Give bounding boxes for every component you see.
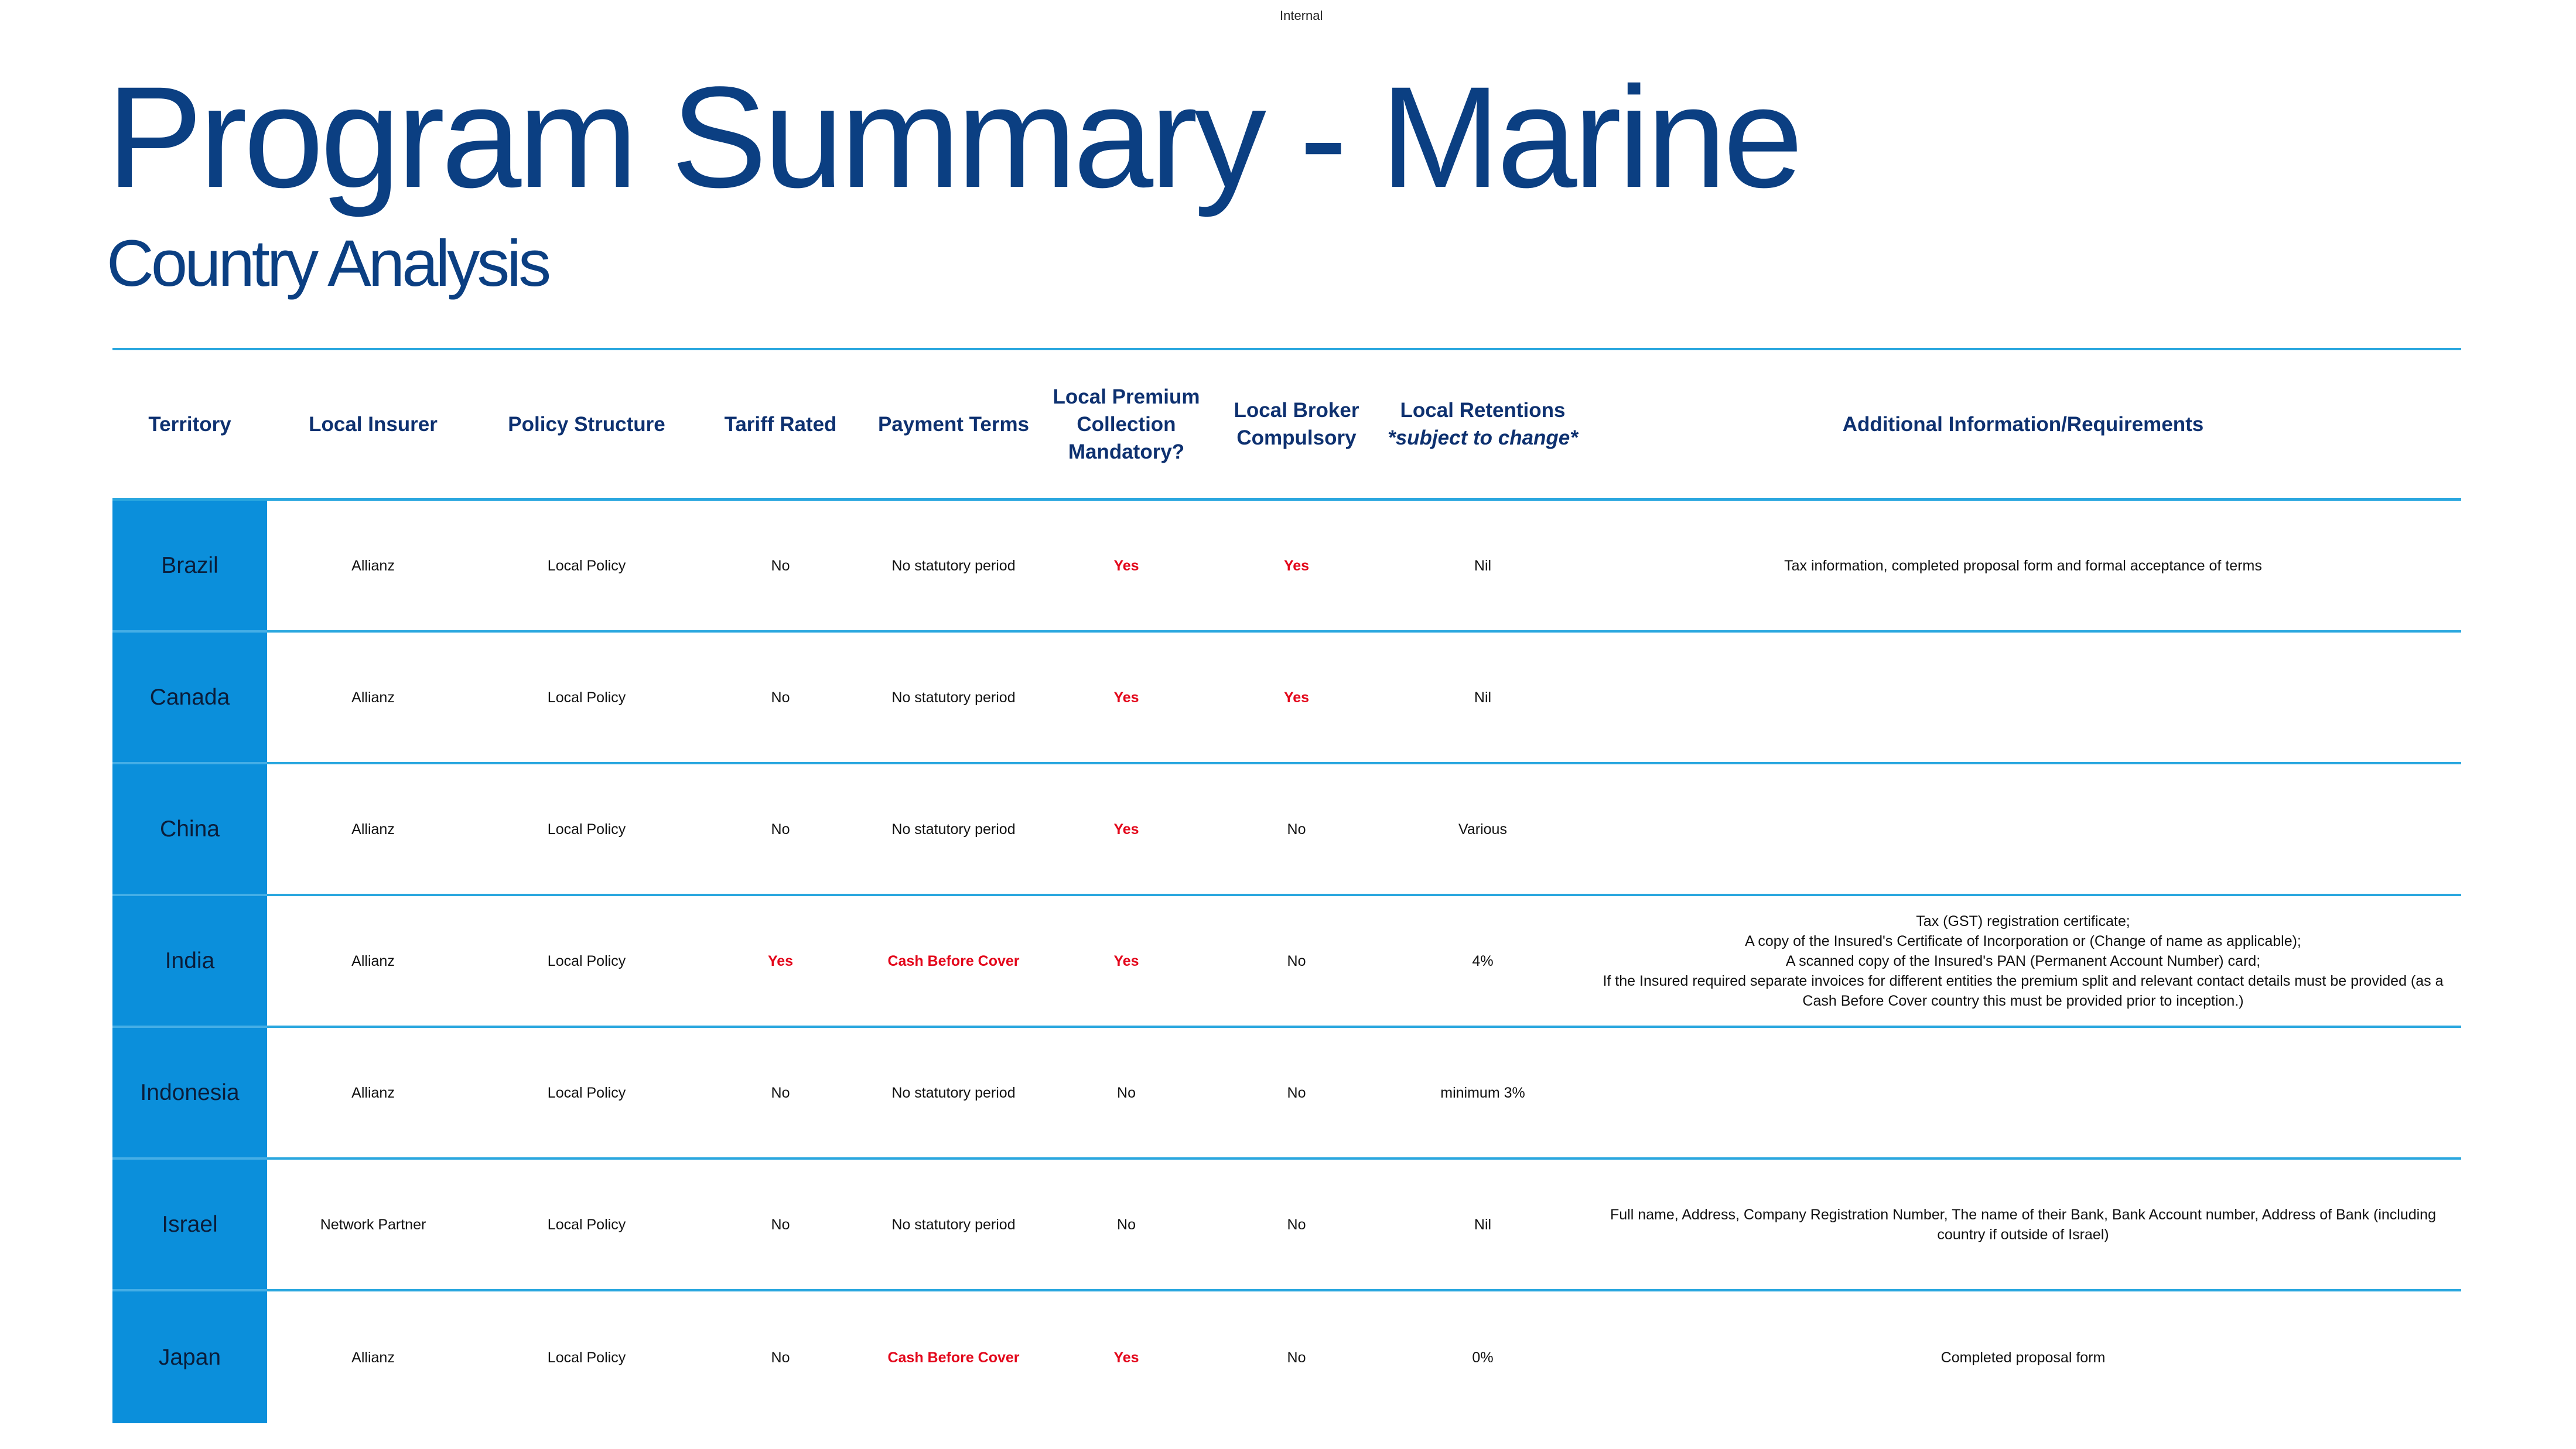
territory-cell-text: Canada xyxy=(149,684,230,710)
local-insurer-cell xyxy=(267,1028,479,1160)
header-premium-collection xyxy=(1040,350,1212,501)
premium-collection-cell xyxy=(1040,896,1212,1028)
local-insurer-cell xyxy=(267,764,479,896)
additional-info-cell xyxy=(1585,1160,2461,1291)
local-insurer-cell-text: Allianz xyxy=(351,689,395,706)
local-broker-cell-text: No xyxy=(1287,1216,1306,1233)
header-tariff-rated: Tariff Rated xyxy=(694,350,867,501)
local-insurer-cell xyxy=(267,633,479,764)
local-broker-cell-text: No xyxy=(1287,952,1306,969)
tariff-rated-cell xyxy=(694,1291,867,1423)
local-insurer-cell-text: Allianz xyxy=(351,952,395,969)
premium-collection-cell-text: Yes xyxy=(1113,1349,1139,1366)
header-territory: Territory xyxy=(112,350,267,501)
territory-cell-text: India xyxy=(165,948,215,973)
local-broker-cell xyxy=(1212,633,1381,764)
payment-terms-cell-text: No statutory period xyxy=(891,821,1016,838)
territory-cell xyxy=(112,1028,267,1160)
local-insurer-cell-text: Allianz xyxy=(351,1349,395,1366)
policy-structure-cell-text: Local Policy xyxy=(547,557,626,574)
tariff-rated-cell xyxy=(694,633,867,764)
premium-collection-cell-text: Yes xyxy=(1113,557,1139,574)
additional-info-text xyxy=(1603,911,2444,1011)
premium-collection-cell-text: No xyxy=(1117,1216,1136,1233)
tariff-rated-cell-text: No xyxy=(771,1084,790,1101)
local-retentions-cell xyxy=(1381,501,1585,633)
premium-collection-cell xyxy=(1040,1291,1212,1423)
local-broker-cell xyxy=(1212,1160,1381,1291)
local-retentions-cell-text: Nil xyxy=(1474,1216,1492,1233)
local-broker-cell-text: No xyxy=(1287,821,1306,838)
additional-info-cell xyxy=(1585,896,2461,1028)
additional-info-text xyxy=(1784,556,2262,576)
policy-structure-cell xyxy=(479,896,694,1028)
local-broker-cell-text: Yes xyxy=(1283,557,1310,574)
premium-collection-cell-text: Yes xyxy=(1113,689,1139,706)
tariff-rated-cell xyxy=(694,1160,867,1291)
payment-terms-cell xyxy=(867,1160,1040,1291)
premium-collection-cell xyxy=(1040,633,1212,764)
header-local-insurer: Local Insurer xyxy=(267,350,479,501)
local-retentions-cell xyxy=(1381,1028,1585,1160)
local-retentions-cell-text: minimum 3% xyxy=(1440,1084,1525,1101)
local-broker-cell-text: No xyxy=(1287,1084,1306,1101)
policy-structure-cell xyxy=(479,1028,694,1160)
additional-info-text xyxy=(1603,1205,2444,1245)
payment-terms-cell-text: No statutory period xyxy=(891,689,1016,706)
header-local-retentions-line1: Local Retentions xyxy=(1400,399,1566,422)
payment-terms-cell-text: Cash Before Cover xyxy=(887,1349,1020,1366)
territory-cell xyxy=(112,501,267,633)
local-insurer-cell-text: Allianz xyxy=(351,557,395,574)
local-retentions-cell xyxy=(1381,764,1585,896)
premium-collection-cell xyxy=(1040,764,1212,896)
tariff-rated-cell-text: No xyxy=(771,557,790,574)
additional-info-line: Tax information, completed proposal form and formal acceptance of terms xyxy=(1784,557,2262,574)
policy-structure-cell-text: Local Policy xyxy=(547,1216,626,1233)
policy-structure-cell xyxy=(479,1160,694,1291)
policy-structure-cell xyxy=(479,633,694,764)
header-payment-terms: Payment Terms xyxy=(867,350,1040,501)
additional-info-text xyxy=(1941,1348,2106,1368)
payment-terms-cell-text: No statutory period xyxy=(891,1084,1016,1101)
payment-terms-cell xyxy=(867,501,1040,633)
tariff-rated-cell-text: No xyxy=(771,689,790,706)
local-broker-cell-text: No xyxy=(1287,1349,1306,1366)
premium-collection-cell-text: Yes xyxy=(1113,821,1139,838)
header-local-broker xyxy=(1212,350,1381,501)
local-insurer-cell xyxy=(267,896,479,1028)
local-retentions-cell-text: 4% xyxy=(1472,952,1494,969)
policy-structure-cell xyxy=(479,501,694,633)
payment-terms-cell-text: No statutory period xyxy=(891,1216,1016,1233)
tariff-rated-cell xyxy=(694,896,867,1028)
local-retentions-cell-text: Nil xyxy=(1474,689,1492,706)
premium-collection-cell xyxy=(1040,1160,1212,1291)
policy-structure-cell-text: Local Policy xyxy=(547,1349,626,1366)
country-analysis-table xyxy=(112,350,2461,1423)
local-broker-cell xyxy=(1212,1028,1381,1160)
page-subtitle: Country Analysis xyxy=(107,227,549,300)
additional-info-line: If the Insured required separate invoices for different entities the premium split and relevant contact details must be provided (as a Cash Before Cover country this must be provided prior to inception.) xyxy=(1603,972,2444,1009)
header-local-broker-line2: Compulsory xyxy=(1236,426,1357,449)
header-local-retentions xyxy=(1381,350,1585,501)
tariff-rated-cell-text: Yes xyxy=(767,952,794,969)
local-retentions-cell xyxy=(1381,1291,1585,1423)
tariff-rated-cell xyxy=(694,764,867,896)
payment-terms-cell xyxy=(867,1028,1040,1160)
territory-cell-text: Israel xyxy=(162,1211,218,1237)
tariff-rated-cell-text: No xyxy=(771,1349,790,1366)
additional-info-cell xyxy=(1585,764,2461,896)
payment-terms-cell xyxy=(867,896,1040,1028)
local-retentions-cell xyxy=(1381,633,1585,764)
header-additional-info: Additional Information/Requirements xyxy=(1585,350,2461,501)
header-local-broker-line1: Local Broker xyxy=(1234,399,1359,422)
additional-info-line: Full name, Address, Company Registration Number, The name of their Bank, Bank Account number, Address of Bank (including country if outside of Israel) xyxy=(1610,1206,2436,1243)
policy-structure-cell-text: Local Policy xyxy=(547,689,626,706)
policy-structure-cell-text: Local Policy xyxy=(547,952,626,969)
additional-info-cell xyxy=(1585,633,2461,764)
territory-cell xyxy=(112,896,267,1028)
local-broker-cell-text: Yes xyxy=(1283,689,1310,706)
payment-terms-cell xyxy=(867,633,1040,764)
policy-structure-cell-text: Local Policy xyxy=(547,1084,626,1101)
local-insurer-cell xyxy=(267,1160,479,1291)
payment-terms-cell xyxy=(867,1291,1040,1423)
local-insurer-cell-text: Network Partner xyxy=(320,1216,426,1233)
policy-structure-cell xyxy=(479,764,694,896)
local-retentions-cell-text: Nil xyxy=(1474,557,1492,574)
additional-info-line: Completed proposal form xyxy=(1940,1349,2106,1366)
premium-collection-cell xyxy=(1040,501,1212,633)
local-insurer-cell xyxy=(267,501,479,633)
local-insurer-cell xyxy=(267,1291,479,1423)
territory-cell-text: Japan xyxy=(158,1344,221,1370)
premium-collection-cell xyxy=(1040,1028,1212,1160)
payment-terms-cell xyxy=(867,764,1040,896)
local-broker-cell xyxy=(1212,501,1381,633)
classification-label: Internal xyxy=(1280,8,1323,23)
header-local-retentions-note: *subject to change* xyxy=(1388,426,1578,449)
local-retentions-cell-text: 0% xyxy=(1472,1349,1494,1366)
payment-terms-cell-text: No statutory period xyxy=(891,557,1016,574)
territory-cell xyxy=(112,633,267,764)
additional-info-line: A copy of the Insured's Certificate of Incorporation or (Change of name as applicable); xyxy=(1745,932,2301,949)
additional-info-cell xyxy=(1585,501,2461,633)
policy-structure-cell xyxy=(479,1291,694,1423)
tariff-rated-cell xyxy=(694,1028,867,1160)
territory-cell xyxy=(112,1160,267,1291)
local-broker-cell xyxy=(1212,896,1381,1028)
page-title: Program Summary - Marine xyxy=(107,57,1800,218)
territory-cell xyxy=(112,1291,267,1423)
local-broker-cell xyxy=(1212,764,1381,896)
header-premium-collection-line1: Local Premium xyxy=(1053,385,1200,408)
local-insurer-cell-text: Allianz xyxy=(351,1084,395,1101)
header-policy-structure: Policy Structure xyxy=(479,350,694,501)
territory-cell xyxy=(112,764,267,896)
territory-cell-text: Brazil xyxy=(161,552,218,578)
additional-info-cell xyxy=(1585,1291,2461,1423)
payment-terms-cell-text: Cash Before Cover xyxy=(887,952,1020,969)
additional-info-line: A scanned copy of the Insured's PAN (Permanent Account Number) card; xyxy=(1785,952,2261,969)
tariff-rated-cell-text: No xyxy=(771,1216,790,1233)
tariff-rated-cell-text: No xyxy=(771,821,790,838)
local-retentions-cell-text: Various xyxy=(1458,821,1507,838)
local-insurer-cell-text: Allianz xyxy=(351,821,395,838)
territory-cell-text: Indonesia xyxy=(140,1079,240,1105)
premium-collection-cell-text: No xyxy=(1117,1084,1136,1101)
additional-info-line: Tax (GST) registration certificate; xyxy=(1916,913,2130,929)
local-retentions-cell xyxy=(1381,1160,1585,1291)
local-retentions-cell xyxy=(1381,896,1585,1028)
local-broker-cell xyxy=(1212,1291,1381,1423)
territory-cell-text: China xyxy=(160,816,220,842)
header-premium-collection-line2: Collection xyxy=(1077,412,1176,436)
additional-info-cell xyxy=(1585,1028,2461,1160)
policy-structure-cell-text: Local Policy xyxy=(547,821,626,838)
header-premium-collection-line3: Mandatory? xyxy=(1068,440,1185,463)
tariff-rated-cell xyxy=(694,501,867,633)
premium-collection-cell-text: Yes xyxy=(1113,952,1139,969)
